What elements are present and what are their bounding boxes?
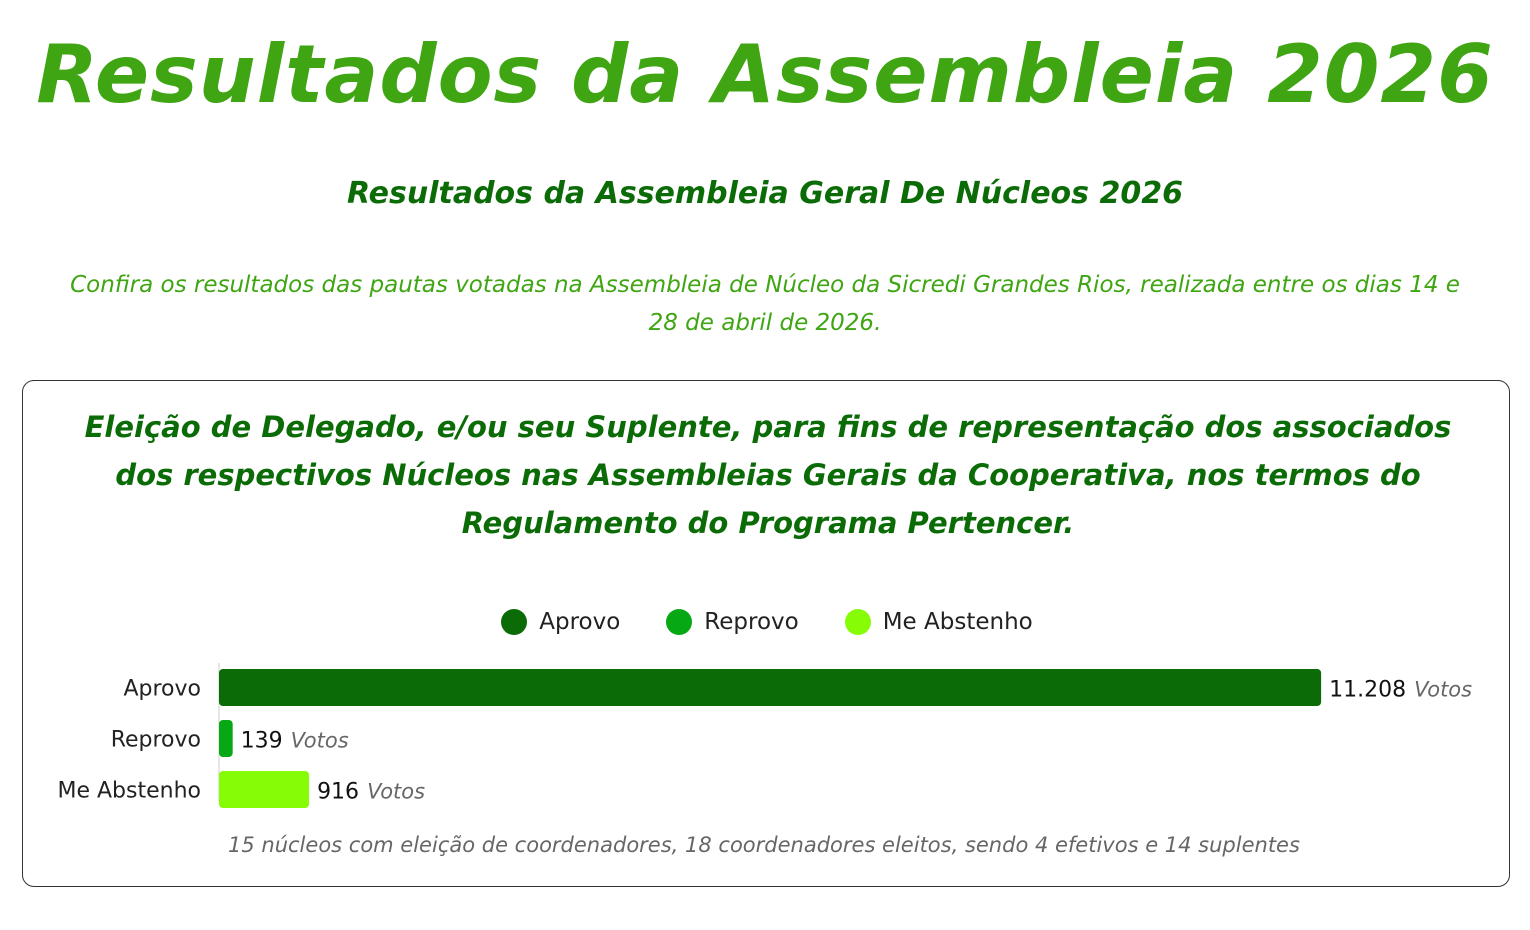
legend-item-aprovo[interactable] [501, 609, 620, 635]
legend-label-aprovo: Aprovo [539, 609, 621, 635]
unit-label-aprovo: Votos [1414, 677, 1473, 702]
intro-text: Confira os resultados das pautas votadas na Assembleia de Núcleo da Sicredi Grandes Rios, realizada entre os dias 14 e 28 de abril de 2026. [70, 272, 1460, 336]
bar-chart [23, 651, 1511, 811]
bar-reprovo[interactable] [219, 720, 233, 757]
category-label-aprovo: Aprovo [123, 676, 201, 702]
chart-legend [23, 607, 1511, 637]
chart-note: 15 núcleos com eleição de coordenadores, 18 coordenadores eleitos, sendo 4 efetivos e 14 suplentes [228, 833, 1300, 857]
page-title: Resultados da Assembleia 2026 [36, 28, 1494, 121]
legend-item-abstenho[interactable] [845, 609, 1033, 635]
unit-label-me-abstenho: Votos [367, 779, 426, 804]
legend-label-reprovo: Reprovo [704, 609, 799, 635]
category-label-me-abstenho: Me Abstenho [57, 778, 201, 804]
legend-dot-abstenho [845, 609, 871, 635]
bar-me-abstenho[interactable] [219, 771, 309, 808]
value-label-me-abstenho: 916 [317, 779, 360, 805]
result-card [22, 380, 1510, 887]
value-label-reprovo: 139 [240, 728, 283, 754]
category-label-reprovo: Reprovo [110, 727, 201, 753]
legend-label-abstenho: Me Abstenho [882, 609, 1033, 635]
bar-aprovo[interactable] [219, 669, 1321, 706]
value-label-aprovo: 11.208 [1329, 677, 1407, 703]
card-title: Eleição de Delegado, e/ou seu Suplente, para fins de representação dos associados dos respectivos Núcleos nas Assembleias Gerais da Cooperativa, nos termos do Regulamento do Programa Pertencer. [84, 410, 1452, 540]
page-subtitle: Resultados da Assembleia Geral De Núcleos 2026 [347, 176, 1183, 211]
unit-label-reprovo: Votos [290, 728, 349, 753]
legend-dot-aprovo [501, 609, 527, 635]
legend-item-reprovo[interactable] [666, 609, 798, 635]
legend-dot-reprovo [666, 609, 692, 635]
